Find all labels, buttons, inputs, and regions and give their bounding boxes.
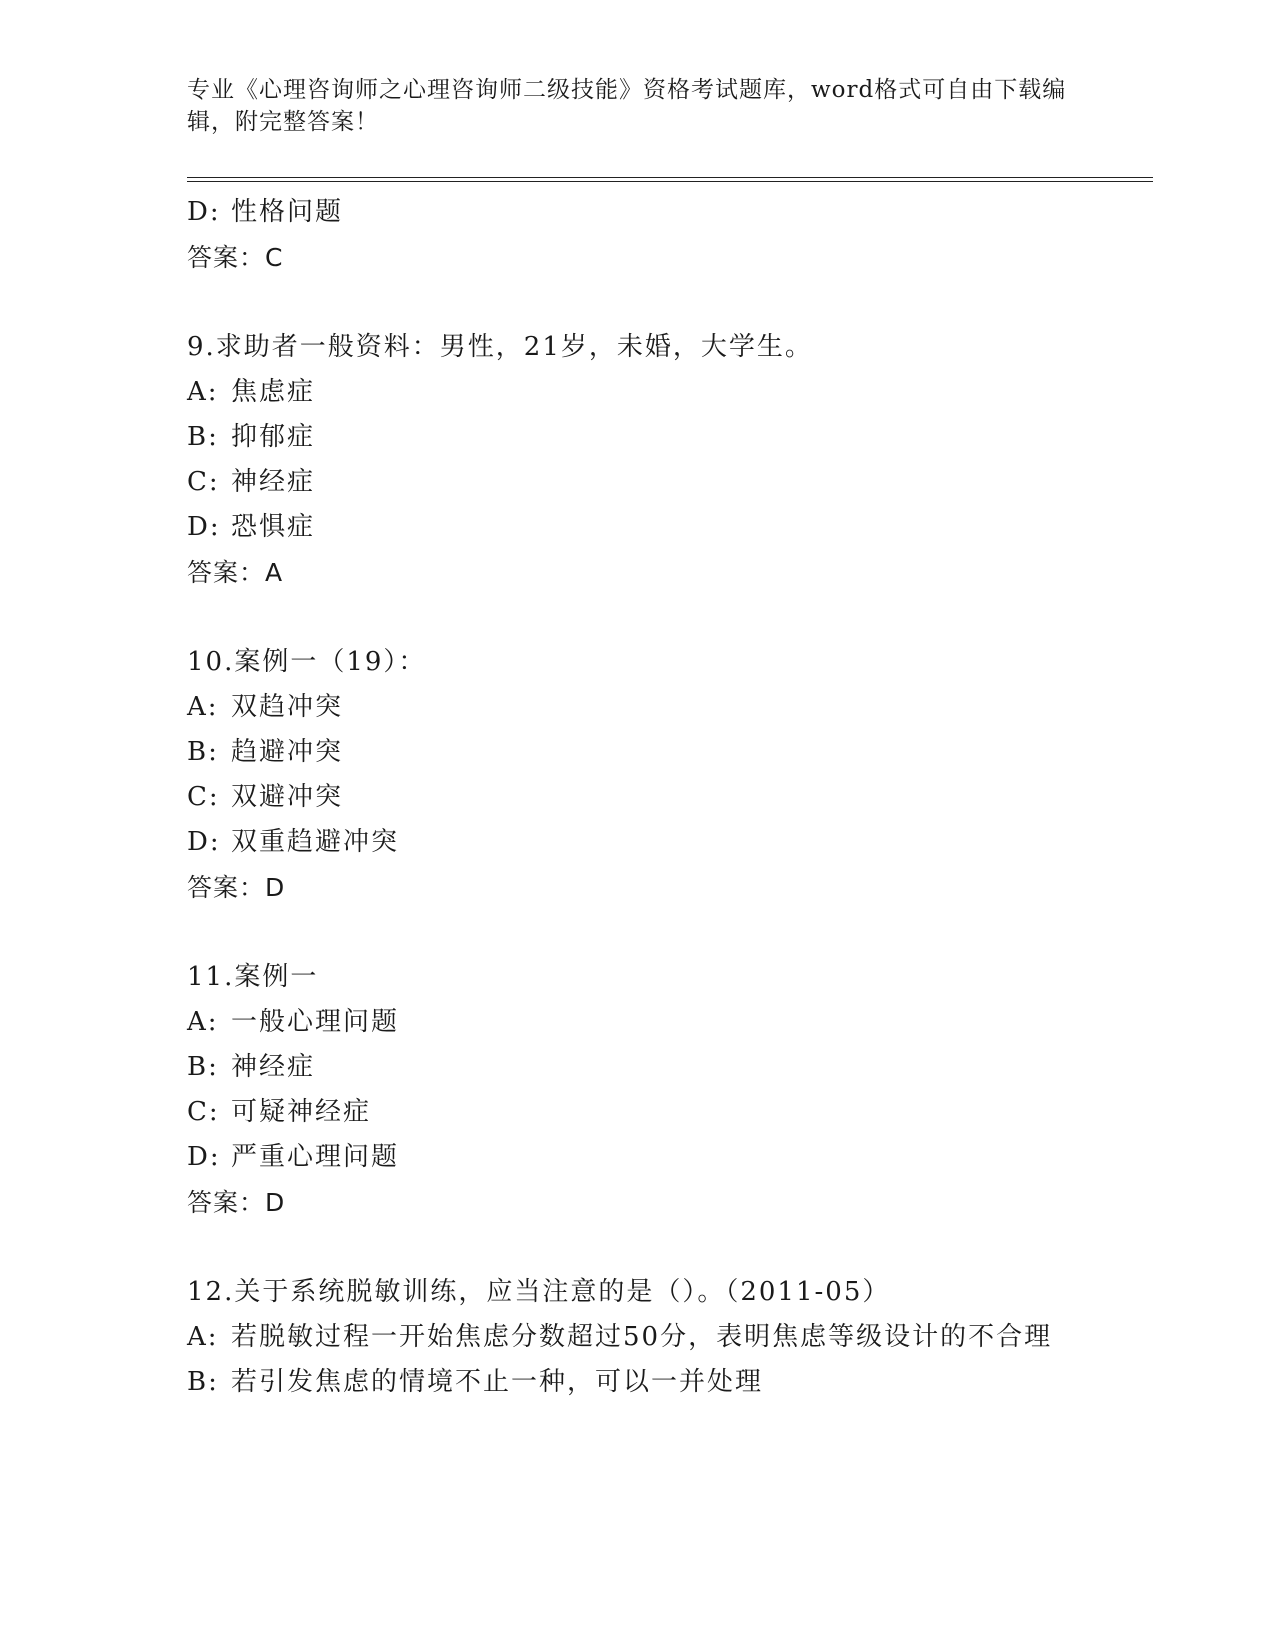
answer-line: 答案：D xyxy=(187,1188,286,1217)
option-item xyxy=(187,1135,1067,1180)
option-item xyxy=(187,415,1067,460)
option-text: 趋避冲突 xyxy=(231,737,344,767)
question-item xyxy=(187,325,1067,595)
option-item xyxy=(187,370,1067,415)
option-letter: B: xyxy=(187,1052,219,1082)
option-item xyxy=(187,190,1067,235)
option-letter: D: xyxy=(187,512,221,542)
option-item xyxy=(187,1045,1067,1090)
option-text: 一般心理问题 xyxy=(231,1007,400,1037)
option-item xyxy=(187,730,1067,775)
option-item xyxy=(187,1315,1067,1360)
option-text: 抑郁症 xyxy=(231,422,316,452)
question-list xyxy=(187,190,1067,1405)
option-text: 双趋冲突 xyxy=(231,692,344,722)
option-item xyxy=(187,1360,1067,1405)
option-text: 双避冲突 xyxy=(231,782,344,812)
option-text: 神经症 xyxy=(231,467,316,497)
option-letter: C: xyxy=(187,782,220,812)
option-letter: A: xyxy=(187,377,219,407)
answer-line: 答案：D xyxy=(187,873,286,902)
question-item xyxy=(187,1270,1067,1405)
option-text: 恐惧症 xyxy=(231,512,316,542)
question-stem: 12.关于系统脱敏训练，应当注意的是（）。（2011-05） xyxy=(187,1277,891,1307)
question-item xyxy=(187,955,1067,1225)
option-letter: D: xyxy=(187,197,221,227)
option-letter: D: xyxy=(187,827,221,857)
option-letter: B: xyxy=(187,737,219,767)
option-text: 神经症 xyxy=(231,1052,316,1082)
option-letter: B: xyxy=(187,422,219,452)
question-stem: 11.案例一 xyxy=(187,962,319,992)
option-text: 严重心理问题 xyxy=(231,1142,400,1172)
option-letter: C: xyxy=(187,1097,220,1127)
option-item xyxy=(187,460,1067,505)
document-header: 专业《心理咨询师之心理咨询师二级技能》资格考试题库，word格式可自由下载编辑，附完整答案！ xyxy=(187,77,1067,135)
option-item xyxy=(187,1090,1067,1135)
header-rule-bottom xyxy=(187,181,1153,182)
option-text: 焦虑症 xyxy=(231,377,316,407)
option-text: 双重趋避冲突 xyxy=(231,827,400,857)
answer-line: 答案：C xyxy=(187,243,284,272)
option-text: 若脱敏过程一开始焦虑分数超过50分，表明焦虑等级设计的不合理 xyxy=(231,1322,1053,1352)
option-text: 性格问题 xyxy=(231,197,344,227)
option-item xyxy=(187,775,1067,820)
option-text: 若引发焦虑的情境不止一种，可以一并处理 xyxy=(231,1367,764,1397)
option-letter: A: xyxy=(187,1007,219,1037)
question-item xyxy=(187,640,1067,910)
option-text: 可疑神经症 xyxy=(231,1097,372,1127)
option-item xyxy=(187,685,1067,730)
option-letter: B: xyxy=(187,1367,219,1397)
option-letter: D: xyxy=(187,1142,221,1172)
option-item xyxy=(187,505,1067,550)
answer-line: 答案：A xyxy=(187,558,284,587)
question-stem: 10.案例一（19）： xyxy=(187,647,427,677)
option-letter: A: xyxy=(187,692,219,722)
option-letter: C: xyxy=(187,467,220,497)
option-item xyxy=(187,820,1067,865)
option-item xyxy=(187,1000,1067,1045)
question-stem: 9.求助者一般资料：男性，21岁，未婚，大学生。 xyxy=(187,332,813,362)
header-rule-top xyxy=(187,177,1153,178)
option-letter: A: xyxy=(187,1322,219,1352)
